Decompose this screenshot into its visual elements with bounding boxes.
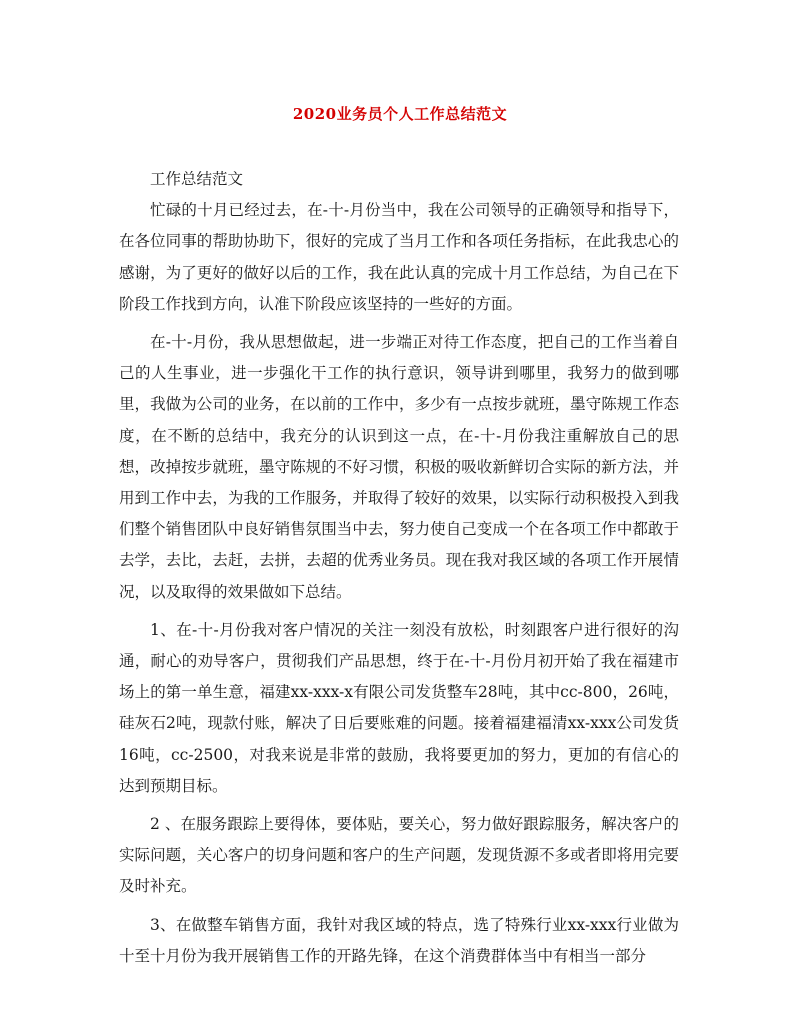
paragraph-item-1: 1、在-十-月份我对客户情况的关注一刻没有放松，时刻跟客户进行很好的沟通，耐心的劝导客户，贯彻我们产品思想，终于在-十-月份月初开始了我在福建市场上的第一单生意，福建xx-xxx-x有限公司发货整车28吨，其中cc-800，26吨，硅灰石2吨，现款付账，解决了日后要账难的问题。接着福建福清xx-xxx公司发货16吨，cc-2500，对我来说是非常的鼓励，我将要更加的努力，更加的有信心的达到预期目标。 (119, 620, 679, 795)
paragraph-item-2: 2 、在服务跟踪上要得体，要体贴，要关心，努力做好跟踪服务，解决客户的实际问题，关心客户的切身问题和客户的生产问题，发现货源不多或者即将用完要及时补充。 (119, 815, 679, 896)
paragraph-intro: 忙碌的十月已经过去，在-十-月份当中，我在公司领导的正确领导和指导下，在各位同事的帮助协助下，很好的完成了当月工作和各项任务指标，在此我忠心的感谢，为了更好的做好以后的工作，我在此认真的完成十月工作总结，为自己在下阶段工作找到方向，认准下阶段应该坚持的一些好的方面。 (119, 201, 679, 313)
document-body (119, 164, 679, 972)
document-title: 2020业务员个人工作总结范文 (292, 105, 508, 123)
paragraph-item-3: 3、在做整车销售方面，我针对我区域的特点，选了特殊行业xx-xxx行业做为十至十月份为我开展销售工作的开路先锋，在这个消费群体当中有相当一部分 (119, 915, 679, 965)
subtitle-paragraph: 工作总结范文 (150, 170, 244, 188)
paragraph-attitude: 在-十-月份，我从思想做起，进一步端正对待工作态度，把自己的工作当着自己的人生事业，进一步强化干工作的执行意识，领导讲到哪里，我努力的做到哪里，我做为公司的业务，在以前的工作中，多少有一点按步就班，墨守陈规工作态度，在不断的总结中，我充分的认识到这一点，在-十-月份我注重解放自己的思想，改掉按步就班，墨守陈规的不好习惯，积极的吸收新鲜切合实际的新方法，并用到工作中去，为我的工作服务，并取得了较好的效果，以实际行动积极投入到我们整个销售团队中良好销售氛围当中去，努力使自己变成一个在各项工作中都敢于去学，去比，去赶，去拼，去超的优秀业务员。现在我对我区域的各项工作开展情况，以及取得的效果做如下总结。 (119, 333, 679, 601)
